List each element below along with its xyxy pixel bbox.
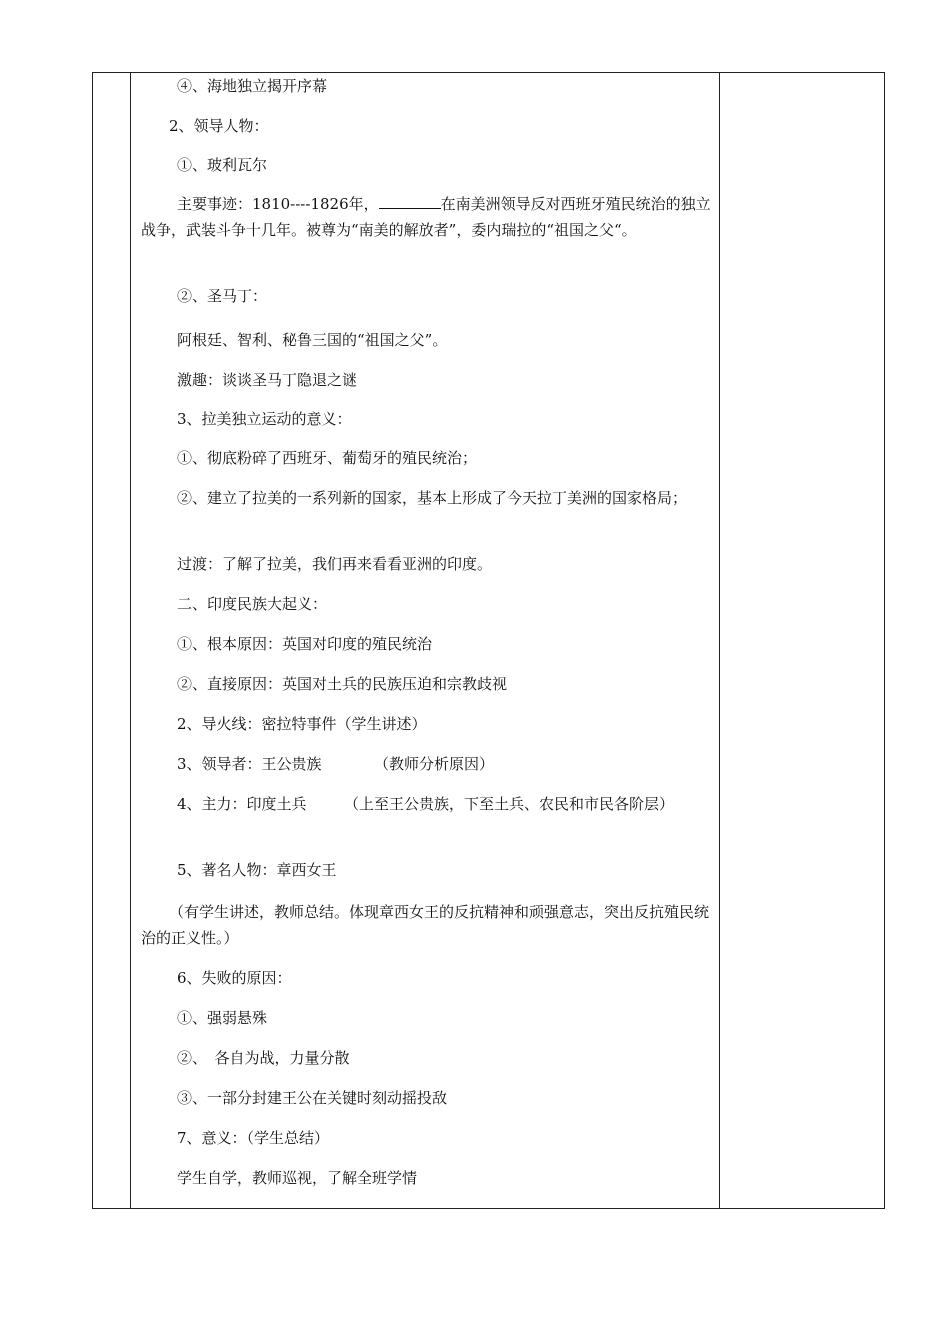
table-divider-right [719, 73, 720, 1208]
text-line: 2、导火线：密拉特事件（学生讲述） [177, 715, 427, 733]
text-line: 过渡：了解了拉美，我们再来看看亚洲的印度。 [177, 555, 493, 573]
text-line: ①、根本原因：英国对印度的殖民统治 [177, 635, 433, 653]
text-span: 主要事迹：1810----1826年， [177, 195, 379, 213]
section-heading: 二、印度民族大起义： [177, 595, 328, 613]
text-line: ①、彻底粉碎了西班牙、葡萄牙的殖民统治； [177, 449, 478, 467]
fill-blank [379, 194, 441, 209]
text-line: ③、一部分封建王公在关键时刻动摇投敌 [177, 1089, 448, 1107]
section-heading: 2、领导人物： [169, 117, 269, 135]
text-line: ④、海地独立揭开序幕 [177, 77, 328, 95]
text-line: 5、著名人物：章西女王 [177, 861, 337, 879]
text-line: ①、强弱悬殊 [177, 1009, 268, 1027]
section-heading: 3、拉美独立运动的意义： [177, 410, 352, 428]
text-line: 阿根廷、智利、秘鲁三国的“祖国之父”。 [177, 331, 448, 349]
text-line: 7、意义：（学生总结） [177, 1129, 330, 1147]
lesson-table [92, 72, 885, 1209]
text-line: 3、领导者：王公贵族 （教师分析原因） [177, 755, 495, 773]
text-line: ①、玻利瓦尔 [177, 156, 268, 174]
text-line: 学生自学，教师巡视，了解全班学情 [177, 1169, 418, 1187]
text-line: ②、圣马丁： [177, 287, 268, 305]
text-paragraph: 4、主力：印度土兵 （上至王公贵族，下至土兵、农民和市民各阶层） [177, 795, 675, 813]
text-paragraph: ②、建立了拉美的一系列新的国家，基本上形成了今天拉丁美洲的国家格局； [177, 489, 688, 507]
text-line: ②、 各自为战，力量分散 [177, 1049, 350, 1067]
table-divider-left [130, 73, 131, 1208]
text-line: 激趣：谈谈圣马丁隐退之谜 [177, 371, 358, 389]
text-paragraph: （有学生讲述，教师总结。体现章西女王的反抗精神和顽强意志，突出反抗殖民统治的正义性。） [141, 903, 710, 947]
text-paragraph [141, 191, 711, 243]
text-span: 在南美洲领导反对西班牙殖民统治的独立战争，武装斗争十几年。被尊为“南美的解放者”，委内瑞拉的“祖国之父“。 [141, 195, 711, 239]
section-heading: 6、失败的原因： [177, 969, 292, 987]
text-line: ②、直接原因：英国对土兵的民族压迫和宗教歧视 [177, 675, 508, 693]
